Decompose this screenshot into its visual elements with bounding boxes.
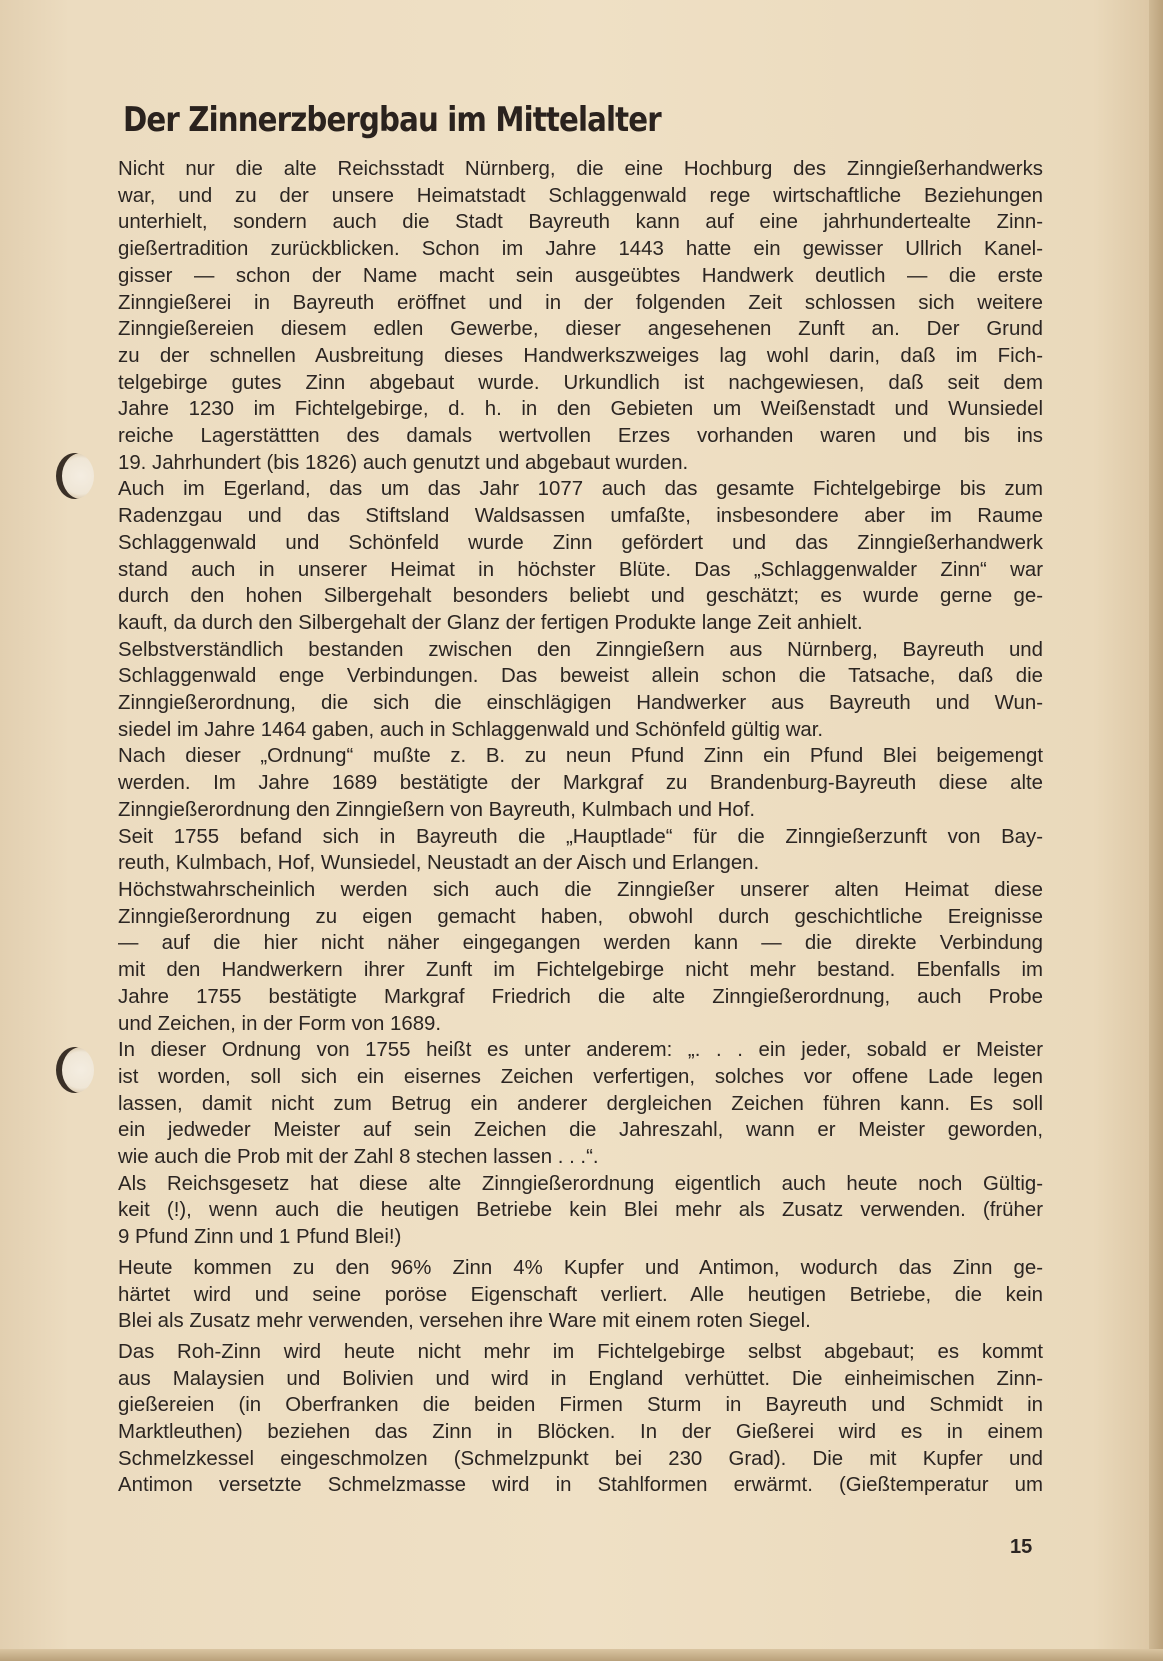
text-line: 9 Pfund Zinn und 1 Pfund Blei!) [118,1226,402,1249]
text-line: Antimon versetzte Schmelzmasse wird in Stahlformen erwärmt. (Gießtemperatur um [118,1474,1043,1497]
punch-hole-lower [56,1047,94,1093]
paragraph [118,824,1043,877]
text-line: Schlaggenwald enge Verbindungen. Das beweist allein schon die Tatsache, daß die [118,665,1043,688]
text-line: Blei als Zusatz mehr verwenden, versehen ihre Ware mit einem roten Siegel. [118,1310,811,1333]
text-line: keit (!), wenn auch die heutigen Betriebe kein Blei mehr als Zusatz verwenden. (früher [118,1199,1043,1222]
text-line: Das Roh-Zinn wird heute nicht mehr im Fichtelgebirge selbst abgebaut; es kommt [118,1340,1043,1363]
text-line: wie auch die Prob mit der Zahl 8 stechen lassen . . .“. [118,1146,599,1169]
text-line: durch den hohen Silbergehalt besonders beliebt und geschätzt; es wurde gerne ge- [118,585,1043,608]
text-line: gisser — schon der Name macht sein ausgeübtes Handwerk deutlich — die erste [118,264,1043,287]
paragraph [118,637,1043,744]
text-line: Seit 1755 befand sich in Bayreuth die „Hauptlade“ für die Zinngießerzunft von Bay- [118,825,1043,848]
text-line: zu der schnellen Ausbreitung dieses Handwerkszweiges lag wohl darin, daß im Fich- [118,344,1043,367]
text-line: ist worden, soll sich ein eisernes Zeichen verfertigen, solches vor offene Lade legen [118,1065,1043,1088]
text-line: gießertradition zurückblicken. Schon im Jahre 1443 hatte ein gewisser Ullrich Kanel- [118,238,1043,261]
page-title: Der Zinnerzbergbau im Mittelalter [123,100,661,140]
text-line: Jahre 1230 im Fichtelgebirge, d. h. in den Gebieten um Weißenstadt und Wunsiedel [118,398,1043,421]
text-line: — auf die hier nicht näher eingegangen werden kann — die direkte Verbindung [118,932,1043,955]
text-line: werden. Im Jahre 1689 bestätigte der Markgraf zu Brandenburg-Bayreuth diese alte [118,772,1043,795]
text-line: 19. Jahrhundert (bis 1826) auch genutzt und abgebaut wurden. [118,451,689,474]
paragraph [118,156,1043,476]
text-line: lassen, damit nicht zum Betrug ein anderer dergleichen Zeichen führen kann. Es soll [118,1092,1043,1115]
text-line: Zinngießerordnung zu eigen gemacht haben, obwohl durch geschichtliche Ereignisse [118,905,1043,928]
text-line: telgebirge gutes Zinn abgebaut wurde. Urkundlich ist nachgewiesen, daß seit dem [118,371,1043,394]
text-line: reiche Lagerstättten des damals wertvollen Erzes vorhanden waren und bis ins [118,425,1043,448]
text-line: Schlaggenwald und Schönfeld wurde Zinn gefördert und das Zinngießerhandwerk [118,531,1043,554]
text-line: Nach dieser „Ordnung“ mußte z. B. zu neun Pfund Zinn ein Pfund Blei beigemengt [118,745,1043,768]
page-edge-right [1149,0,1163,1661]
text-line: Heute kommen zu den 96% Zinn 4% Kupfer und Antimon, wodurch das Zinn ge- [118,1256,1043,1279]
paragraph [118,877,1043,1037]
text-line: Selbstverständlich bestanden zwischen den Zinngießern aus Nürnberg, Bayreuth und [118,638,1043,661]
text-line: In dieser Ordnung von 1755 heißt es unter anderem: „. . . ein jeder, sobald er Meister [118,1039,1043,1062]
text-line: stand auch in unserer Heimat in höchster Blüte. Das „Schlaggenwalder Zinn“ war [118,558,1043,581]
text-line: Zinngießerordnung, die sich die einschlägigen Handwerker aus Bayreuth und Wun- [118,692,1043,715]
text-line: Höchstwahrscheinlich werden sich auch die Zinngießer unserer alten Heimat diese [118,878,1043,901]
text-line: härtet wird und seine poröse Eigenschaft verliert. Alle heutigen Betriebe, die kein [118,1283,1043,1306]
page-edge-bottom [0,1649,1163,1661]
text-line: Auch im Egerland, das um das Jahr 1077 auch das gesamte Fichtelgebirge bis zum [118,478,1043,501]
paragraph [118,476,1043,636]
paragraph [118,1037,1043,1171]
text-line: mit den Handwerkern ihrer Zunft im Fichtelgebirge nicht mehr bestand. Ebenfalls im [118,959,1043,982]
text-line: Als Reichsgesetz hat diese alte Zinngießerordnung eigentlich auch heute noch Gültig- [118,1172,1043,1195]
paragraph [118,1255,1043,1335]
page-number: 15 [1010,1536,1033,1558]
text-line: ein jedweder Meister auf sein Zeichen die Jahreszahl, wann er Meister geworden, [118,1119,1043,1142]
text-line: Zinngießerei in Bayreuth eröffnet und in der folgenden Zeit schlossen sich weitere [118,291,1043,314]
paragraph [118,1339,1043,1499]
text-line: siedel im Jahre 1464 gaben, auch in Schlaggenwald und Schönfeld gültig war. [118,718,824,741]
text-line: Schmelzkessel eingeschmolzen (Schmelzpunkt bei 230 Grad). Die mit Kupfer und [118,1447,1043,1470]
body-text [118,156,1043,1499]
text-line: Zinngießerordnung den Zinngießern von Bayreuth, Kulmbach und Hof. [118,798,756,821]
paragraph [118,1171,1043,1251]
text-line: und Zeichen, in der Form von 1689. [118,1012,442,1035]
text-line: Marktleuthen) beziehen das Zinn in Blöcken. In der Gießerei wird es in einem [118,1421,1043,1444]
text-line: Radenzgau und das Stiftsland Waldsassen umfaßte, insbesondere aber im Raume [118,505,1043,528]
text-line: reuth, Kulmbach, Hof, Wunsiedel, Neustadt an der Aisch und Erlangen. [118,852,760,875]
punch-hole-upper [56,453,94,499]
text-line: unterhielt, sondern auch die Stadt Bayreuth kann auf eine jahrhundertealte Zinn- [118,211,1043,234]
text-line: Jahre 1755 bestätigte Markgraf Friedrich die alte Zinngießerordnung, auch Probe [118,985,1043,1008]
text-line: war, und zu der unsere Heimatstadt Schlaggenwald rege wirtschaftliche Beziehungen [118,184,1043,207]
text-line: Nicht nur die alte Reichsstadt Nürnberg, die eine Hochburg des Zinngießerhandwerks [118,158,1043,180]
paragraph [118,743,1043,823]
text-line: Zinngießereien diesem edlen Gewerbe, dieser angesehenen Zunft an. Der Grund [118,318,1043,341]
text-line: gießereien (in Oberfranken die beiden Firmen Sturm in Bayreuth und Schmidt in [118,1394,1043,1417]
text-line: aus Malaysien und Bolivien und wird in England verhüttet. Die einheimischen Zinn- [118,1367,1043,1390]
text-line: kauft, da durch den Silbergehalt der Glanz der fertigen Produkte lange Zeit anhielt. [118,611,863,634]
